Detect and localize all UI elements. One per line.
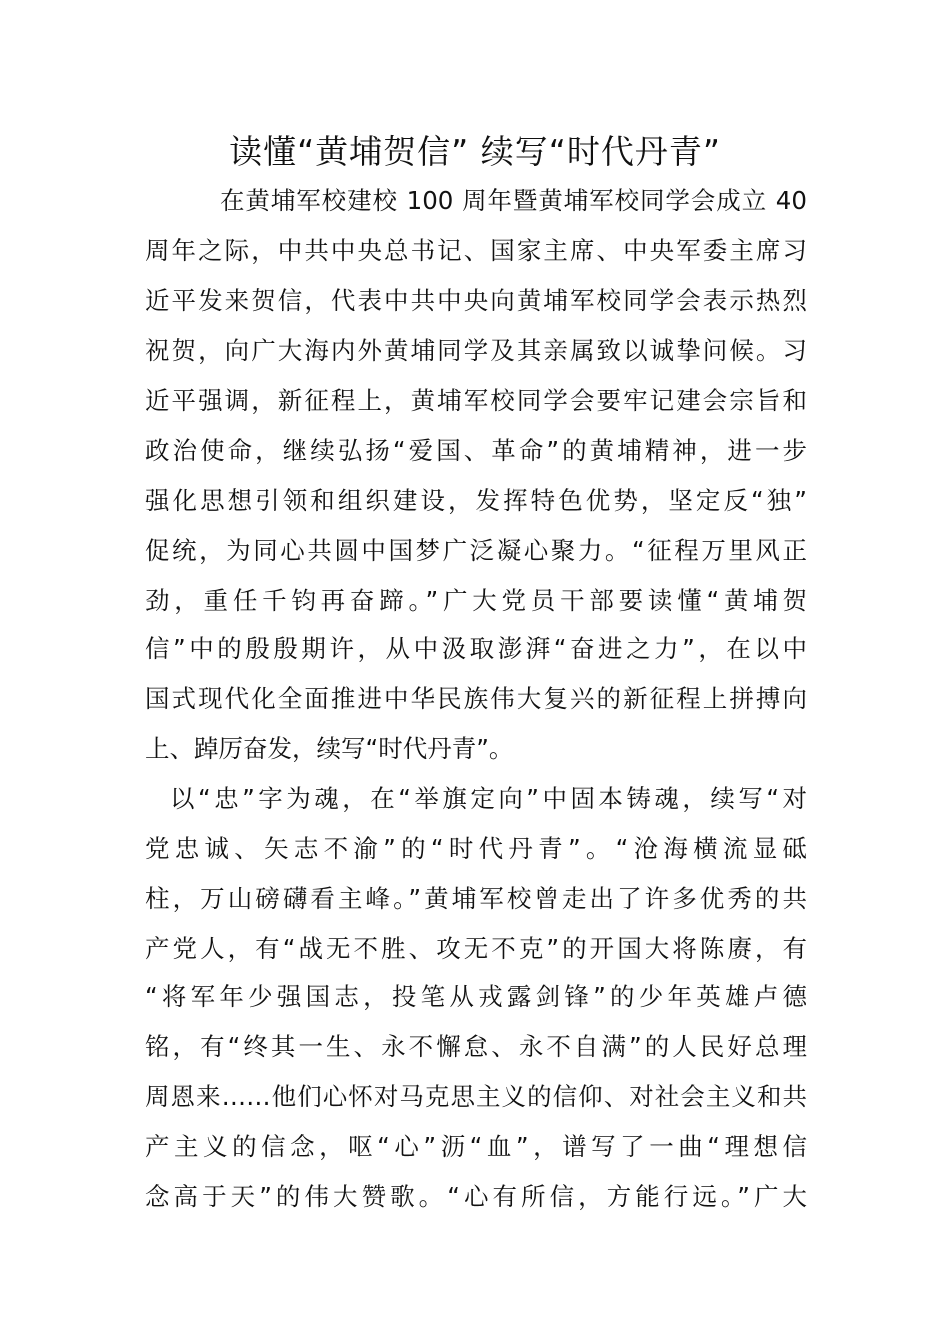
paragraph-1-line-12: 上、踔厉奋发，续写“时代丹青”。 bbox=[145, 734, 514, 763]
paragraph-1-line-10: 信”中的殷殷期许，从中汲取澎湃“奋进之力”，在以中 bbox=[145, 634, 807, 663]
paragraph-1-line-11: 国式现代化全面推进中华民族伟大复兴的新征程上拼搏向 bbox=[145, 684, 807, 713]
paragraph-1-line-7: 强化思想引领和组织建设，发挥特色优势，坚定反“独” bbox=[145, 486, 807, 515]
paragraph-2-line-8: 产主义的信念，呕“心”沥“血”，谱写了一曲“理想信 bbox=[145, 1132, 807, 1161]
paragraph-2-line-4: 产党人，有“战无不胜、攻无不克”的开国大将陈赓，有 bbox=[145, 934, 807, 963]
paragraph-1-line-9: 劲，重任千钧再奋蹄。”广大党员干部要读懂“黄埔贺 bbox=[145, 586, 807, 615]
paragraph-1-line-4: 祝贺，向广大海内外黄埔同学及其亲属致以诚挚问候。习 bbox=[145, 336, 807, 365]
paragraph-1-line-2: 周年之际，中共中央总书记、国家主席、中央军委主席习 bbox=[145, 236, 807, 265]
paragraph-1-line-1: 在黄埔军校建校 100 周年暨黄埔军校同学会成立 40 bbox=[220, 186, 807, 215]
paragraph-2-line-3: 柱，万山磅礴看主峰。”黄埔军校曾走出了许多优秀的共 bbox=[145, 884, 807, 913]
paragraph-1-line-5: 近平强调，新征程上，黄埔军校同学会要牢记建会宗旨和 bbox=[145, 386, 807, 415]
paragraph-2-line-9: 念高于天”的伟大赞歌。“心有所信，方能行远。”广大 bbox=[145, 1182, 807, 1211]
paragraph-1-line-3: 近平发来贺信，代表中共中央向黄埔军校同学会表示热烈 bbox=[145, 286, 807, 315]
paragraph-2-line-2: 党忠诚、矢志不渝”的“时代丹青”。“沧海横流显砥 bbox=[145, 834, 807, 863]
paragraph-2-line-5: “将军年少强国志，投笔从戎露剑锋”的少年英雄卢德 bbox=[145, 982, 807, 1011]
document-title: 读懂“黄埔贺信” 续写“时代丹青” bbox=[229, 132, 721, 171]
paragraph-2-line-1: 以“忠”字为魂，在“举旗定向”中固本铸魂，续写“对 bbox=[170, 784, 807, 813]
paragraph-2-line-6: 铭，有“终其一生、永不懈怠、永不自满”的人民好总理 bbox=[145, 1032, 807, 1061]
paragraph-2-line-7: 周恩来……他们心怀对马克思主义的信仰、对社会主义和共 bbox=[145, 1082, 807, 1111]
paragraph-1-line-6: 政治使命，继续弘扬“爱国、革命”的黄埔精神，进一步 bbox=[145, 436, 807, 465]
paragraph-1-line-8: 促统，为同心共圆中国梦广泛凝心聚力。“征程万里风正 bbox=[145, 536, 807, 565]
